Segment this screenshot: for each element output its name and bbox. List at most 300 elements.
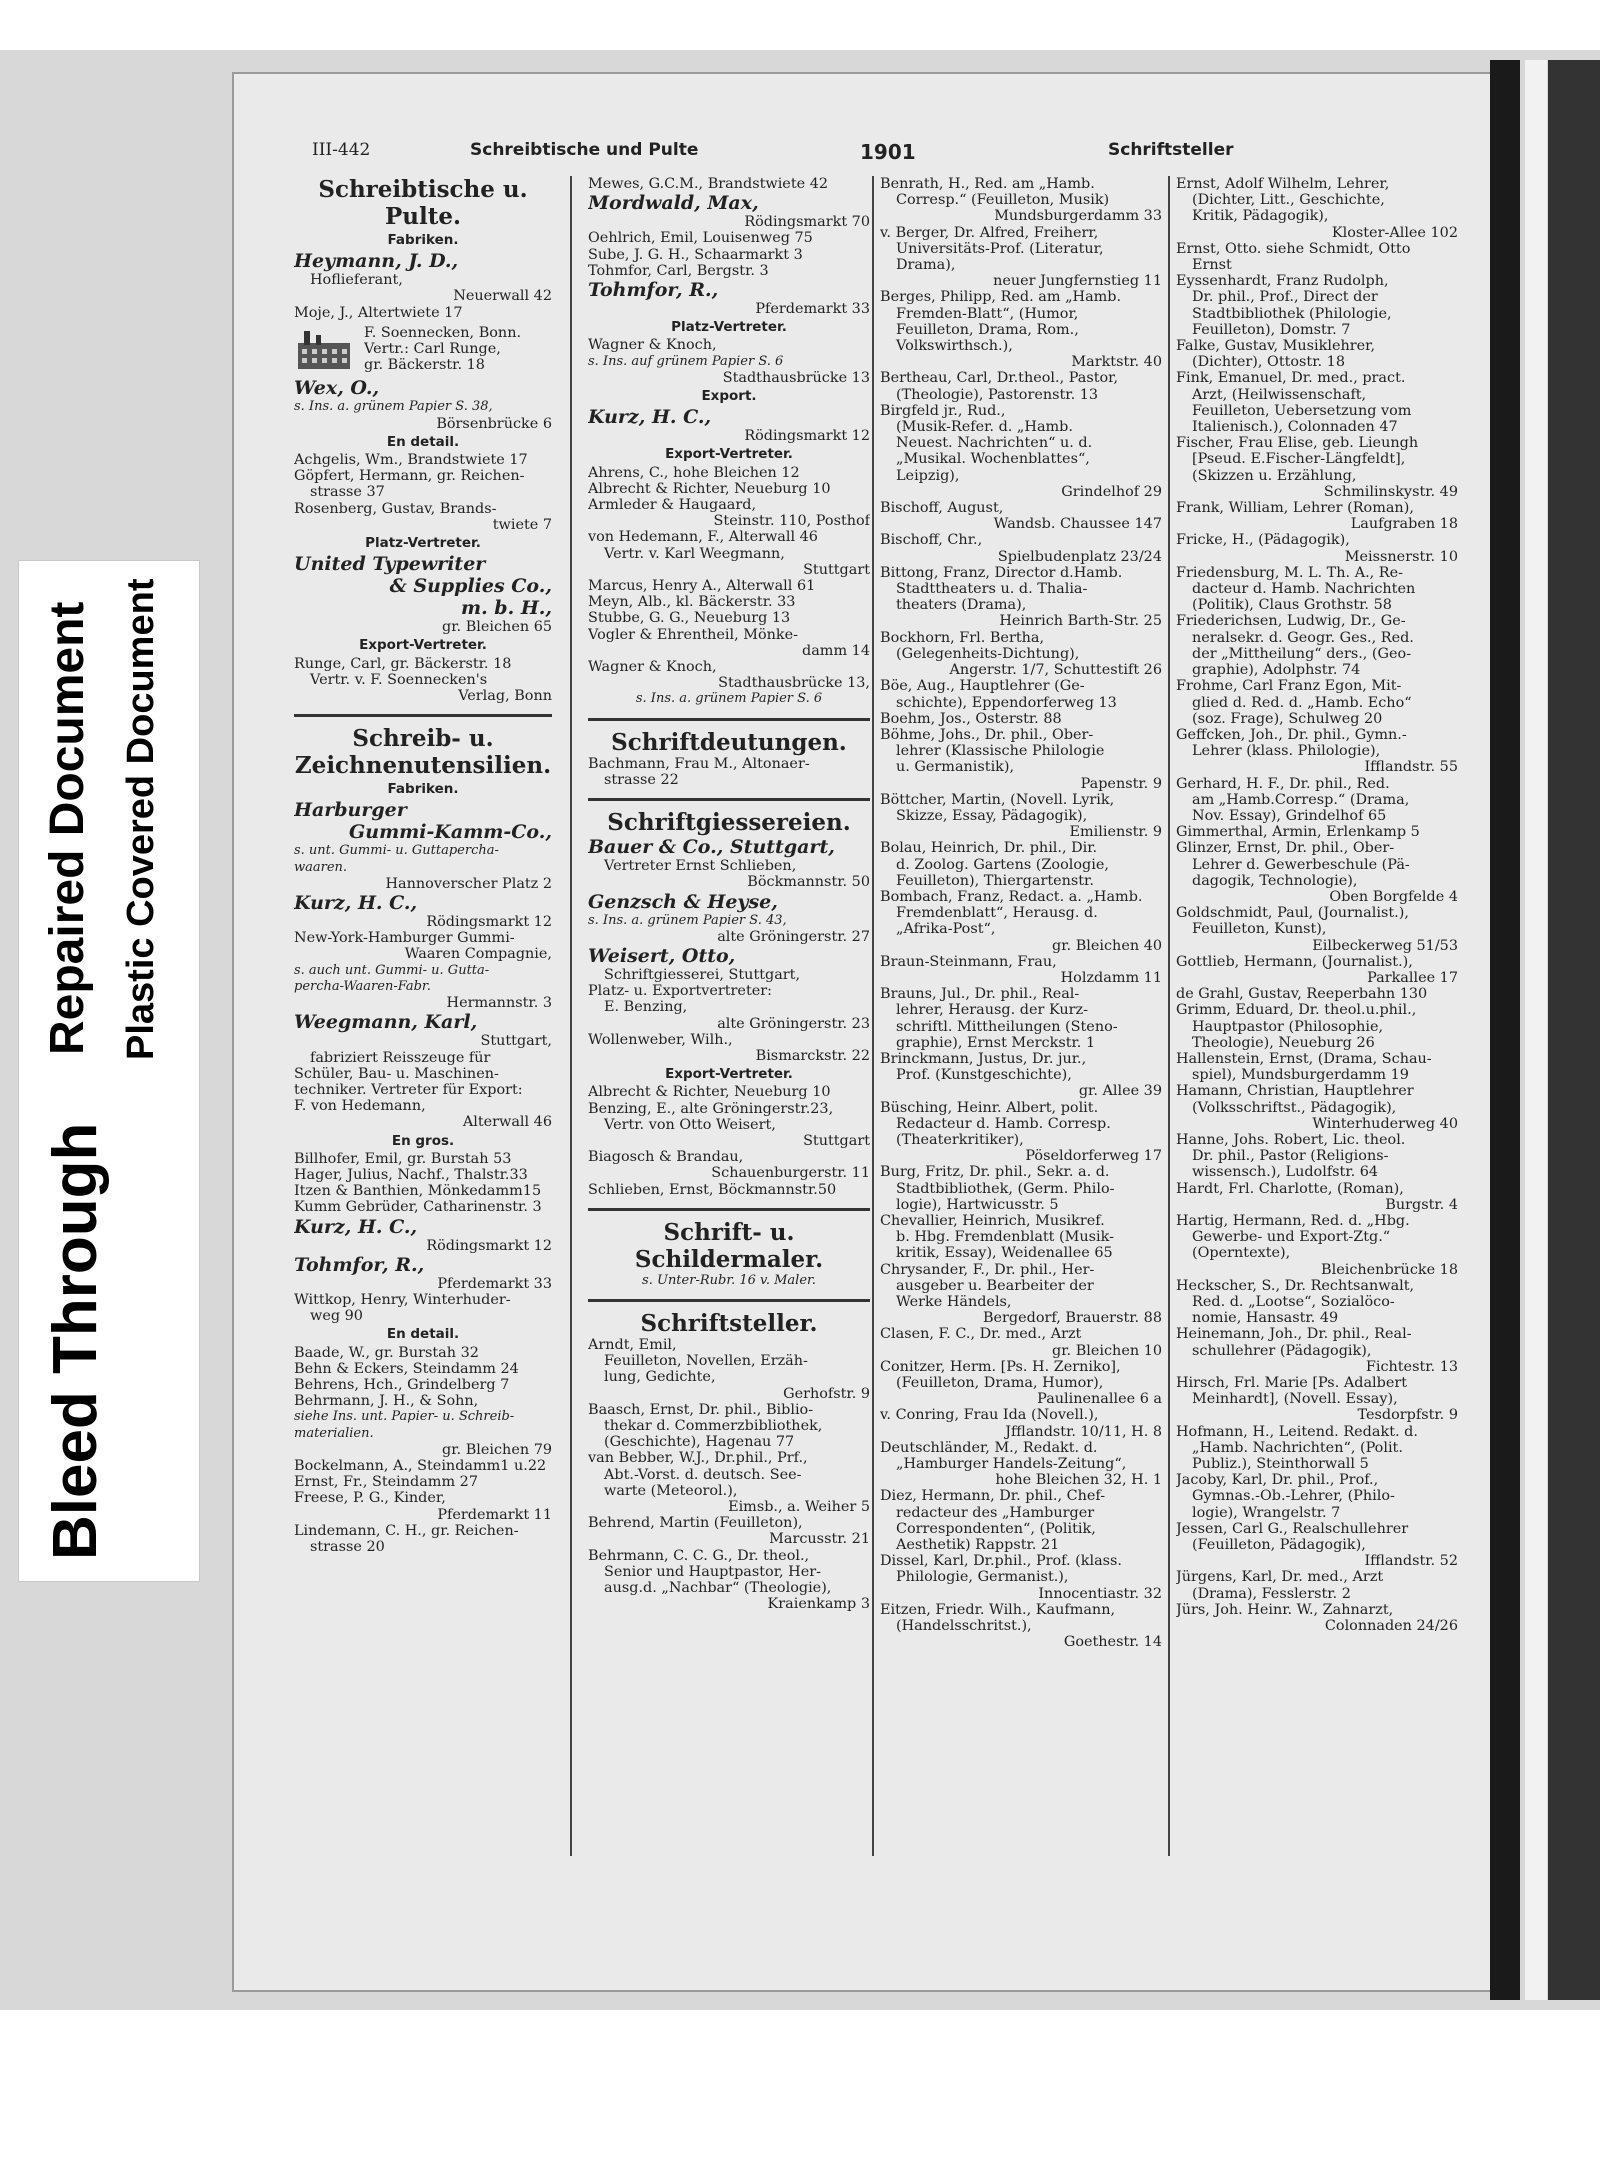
entry-line: Gewerbe- und Export-Ztg.“ — [1192, 1229, 1391, 1246]
entry-line: dacteur d. Hamb. Nachrichten — [1192, 581, 1416, 598]
firm-name: Kurz, H. C., — [588, 406, 712, 429]
entry-line: Ifflandstr. 55 — [1364, 759, 1458, 776]
subsection-heading: Fabriken. — [387, 232, 459, 248]
entry-line: Steinstr. 110, Posthof — [713, 513, 870, 530]
entry-line: Papenstr. 9 — [1080, 775, 1162, 792]
entry-line: Fichtestr. 13 — [1365, 1358, 1458, 1375]
entry-line: Friedensburg, M. L. Th. A., Re- — [1176, 564, 1404, 581]
entry-line: Heinrich Barth-Str. 25 — [999, 613, 1162, 630]
entry-line: Wandsb. Chaussee 147 — [993, 516, 1162, 533]
subsection-heading: Platz-Vertreter. — [365, 535, 481, 552]
entry-line: Verlag, Bonn — [458, 688, 552, 705]
entry-line: Hager, Julius, Nachf., Thalstr.33 — [294, 1166, 528, 1183]
column-4 — [1176, 176, 1458, 1634]
entry-line: nomie, Hansastr. 49 — [1192, 1310, 1339, 1327]
firm-name: Weegmann, Karl, — [294, 1011, 478, 1034]
entry-line: (Theaterkritiker), — [896, 1131, 1024, 1148]
entry-line: Feuilleton, Uebersetzung vom — [1192, 402, 1412, 419]
section-rule — [588, 798, 870, 801]
subsection-heading: En detail. — [386, 433, 460, 450]
entry-line: d. Zoolog. Gartens (Zoologie, — [896, 856, 1109, 873]
firm-name: Wex, O., — [294, 377, 380, 400]
entry-line: graphie), Adolphstr. 74 — [1192, 662, 1361, 679]
entry-line: b. Hbg. Fremdenblatt (Musik- — [896, 1229, 1114, 1246]
entry-line: Burg, Fritz, Dr. phil., Sekr. a. d. — [880, 1164, 1110, 1181]
column-divider — [570, 176, 572, 1856]
entry-line: (Operntexte), — [1192, 1245, 1291, 1262]
entry-line: Baade, W., gr. Burstah 32 — [294, 1344, 479, 1361]
reference-note: s. Unter-Rubr. 16 v. Maler. — [642, 1272, 816, 1288]
entry-line: Böttcher, Martin, (Novell. Lyrik, — [880, 791, 1115, 808]
entry-line: Nov. Essay), Grindelhof 65 — [1192, 807, 1387, 824]
entry-line: gr. Bleichen 79 — [442, 1441, 552, 1458]
entry-line: de Grahl, Gustav, Reeperbahn 130 — [1176, 986, 1428, 1003]
entry-line: Behrmann, J. H., & Sohn, — [294, 1393, 479, 1410]
entry-line: Pferdemarkt 33 — [755, 301, 870, 318]
entry-line: Stadtbibliothek (Philologie, — [1192, 305, 1392, 322]
entry-line: Böckmannstr. 50 — [747, 874, 870, 891]
entry-line: von Hedemann, F., Alterwall 46 — [588, 529, 818, 546]
entry-line: Behrmann, C. C. G., Dr. theol., — [588, 1547, 810, 1564]
entry-line: Pöseldorferweg 17 — [1025, 1148, 1162, 1165]
entry-line: Volkswirthsch.), — [896, 338, 1013, 355]
subsection-heading: Export-Vertreter. — [665, 1066, 793, 1083]
advert-line: F. Soennecken, Bonn. — [364, 324, 522, 341]
entry-line: Vertr. von Otto Weisert, — [604, 1116, 776, 1133]
entry-line: lung, Gedichte, — [604, 1369, 716, 1386]
entry-line: Frank, William, Lehrer (Roman), — [1176, 500, 1414, 517]
reference-note: percha-Waaren-Fabr. — [294, 978, 431, 994]
bleed-through-label: Bleed Through — [41, 1122, 110, 1560]
subsection-heading: Export-Vertreter. — [359, 637, 487, 654]
entry-line: (Skizzen u. Erzählung, — [1192, 467, 1357, 484]
entry-line: Hirsch, Frl. Marie [Ps. Adalbert — [1176, 1375, 1408, 1392]
entry-line: Ernst, Otto. siehe Schmidt, Otto — [1176, 240, 1411, 257]
entry-line: Brinckmann, Justus, Dr. jur., — [880, 1050, 1087, 1067]
entry-line: Feuilleton, Novellen, Erzäh- — [604, 1353, 808, 1370]
entry-line: Hardt, Frl. Charlotte, (Roman), — [1176, 1180, 1404, 1197]
entry-line: Feuilleton), Domstr. 7 — [1192, 321, 1351, 338]
entry-line: Albrecht & Richter, Neueburg 10 — [588, 480, 831, 497]
entry-line: Abt.-Vorst. d. deutsch. See- — [604, 1466, 802, 1483]
entry-line: hohe Bleichen 32, H. 1 — [995, 1472, 1162, 1489]
entry-line: Sube, J. G. H., Schaarmarkt 3 — [588, 246, 803, 263]
binding-gap — [1525, 60, 1547, 2000]
entry-line: Red. d. „Lootse“, Sozialöco- — [1192, 1294, 1395, 1311]
entry-line: Eilbeckerweg 51/53 — [1312, 937, 1458, 954]
entry-line: schichte), Eppendorferweg 13 — [896, 694, 1117, 711]
entry-line: Winterhuderweg 40 — [1312, 1115, 1458, 1132]
entry-line: alte Gröningerstr. 27 — [717, 928, 870, 945]
entry-line: Benzing, E., alte Gröningerstr.23, — [588, 1100, 834, 1117]
entry-line: strasse 20 — [310, 1538, 385, 1555]
entry-line: Böe, Aug., Hauptlehrer (Ge- — [880, 678, 1085, 695]
entry-line: Hanne, Johs. Robert, Lic. theol. — [1176, 1131, 1406, 1148]
entry-line: Bockelmann, A., Steindamm1 u.22 — [294, 1457, 547, 1474]
entry-line: Theologie), Neueburg 26 — [1192, 1034, 1375, 1051]
entry-line: Runge, Carl, gr. Bäckerstr. 18 — [294, 655, 512, 672]
entry-line: Parkallee 17 — [1367, 969, 1458, 986]
entry-line: Bleichenbrücke 18 — [1321, 1261, 1458, 1278]
entry-line: Bischoff, August, — [880, 500, 1004, 517]
entry-line: Meinhardt], (Novell. Essay), — [1192, 1391, 1398, 1408]
entry-line: Jürs, Joh. Heinr. W., Zahnarzt, — [1176, 1601, 1394, 1618]
firm-name: Gummi-Kamm-Co., — [349, 821, 552, 844]
entry-line: v. Conring, Frau Ida (Novell.), — [880, 1407, 1099, 1424]
entry-line: u. Germanistik), — [896, 759, 1015, 776]
entry-line: Goethestr. 14 — [1063, 1634, 1162, 1651]
entry-line: Mundsburgerdamm 33 — [994, 208, 1162, 225]
entry-line: Brauns, Jul., Dr. phil., Real- — [880, 986, 1080, 1003]
entry-line: Fricke, H., (Pädagogik), — [1176, 532, 1350, 549]
entry-line: Deutschländer, M., Redakt. d. — [880, 1439, 1098, 1456]
entry-line: Hallenstein, Ernst, (Drama, Schau- — [1176, 1050, 1432, 1067]
entry-line: techniker. Vertreter für Export: — [294, 1081, 523, 1098]
firm-name: m. b. H., — [460, 597, 552, 620]
column-3 — [880, 176, 1162, 1650]
entry-line: Marcus, Henry A., Alterwall 61 — [588, 578, 816, 595]
entry-line: Fremden-Blatt“, (Humor, — [896, 305, 1079, 322]
entry-line: Heckscher, S., Dr. Rechtsanwalt, — [1176, 1277, 1415, 1294]
entry-line: (Dichter), Ottostr. 18 — [1192, 354, 1345, 371]
entry-line: schriftl. Mittheilungen (Steno- — [896, 1018, 1118, 1035]
entry-line: gr. Bleichen 40 — [1052, 937, 1162, 954]
reference-note: s. Ins. a. grünem Papier S. 38, — [294, 399, 493, 415]
section-heading: Schriftdeutungen. — [611, 728, 847, 756]
entry-line: Laufgraben 18 — [1350, 516, 1458, 533]
entry-line: E. Benzing, — [604, 999, 688, 1016]
entry-line: Böhme, Johs., Dr. phil., Ober- — [880, 726, 1094, 743]
entry-line: Stadtbibliothek, (Germ. Philo- — [896, 1180, 1115, 1197]
entry-line: New-York-Hamburger Gummi- — [294, 930, 515, 947]
entry-line: Skizze, Essay, Pädagogik), — [896, 807, 1088, 824]
reference-note: s. unt. Gummi- u. Guttapercha- — [294, 843, 499, 859]
entry-line: neuer Jungfernstieg 11 — [993, 273, 1162, 290]
entry-line: Italienisch.), Colonnaden 47 — [1192, 419, 1398, 436]
entry-line: Stuttgart — [803, 1132, 870, 1149]
entry-line: wissensch.), Ludolfstr. 64 — [1192, 1164, 1379, 1181]
advert-line: gr. Bäckerstr. 18 — [364, 357, 485, 374]
entry-line: Chevallier, Heinrich, Musikref. — [880, 1213, 1105, 1229]
entry-line: Ifflandstr. 52 — [1364, 1553, 1458, 1570]
entry-line: Gymnas.-Ob.-Lehrer, (Philo- — [1192, 1488, 1395, 1505]
entry-line: spiel), Mundsburgerdamm 19 — [1192, 1067, 1409, 1084]
reference-note: s. Ins. a. grünem Papier S. 43, — [588, 912, 787, 928]
entry-line: Fremdenblatt“, Herausg. d. — [896, 905, 1098, 922]
entry-line: Neuerwall 42 — [453, 288, 552, 305]
entry-line: Bittong, Franz, Director d.Hamb. — [880, 564, 1123, 581]
entry-line: [Pseud. E.Fischer-Längfeldt], — [1192, 451, 1406, 468]
reference-note: s. Ins. auf grünem Papier S. 6 — [588, 353, 784, 369]
entry-line: Rosenberg, Gustav, Brands- — [294, 500, 497, 517]
entry-line: Kumm Gebrüder, Catharinenstr. 3 — [294, 1199, 542, 1216]
entry-line: Wagner & Knoch, — [588, 337, 717, 354]
entry-line: Glinzer, Ernst, Dr. phil., Ober- — [1176, 840, 1395, 857]
reference-note: waaren. — [294, 859, 348, 875]
entry-line: Fink, Emanuel, Dr. med., pract. — [1176, 370, 1406, 387]
subsection-heading: En gros. — [391, 1132, 455, 1149]
entry-line: Moje, J., Altertwiete 17 — [294, 304, 463, 321]
entry-line: Birgfeld jr., Rud., — [880, 402, 1006, 419]
column-1 — [294, 176, 552, 1555]
entry-line: Bismarckstr. 22 — [755, 1047, 870, 1064]
advert-line: Vertr.: Carl Runge, — [364, 341, 501, 358]
entry-line: Achgelis, Wm., Brandstwiete 17 — [294, 452, 528, 469]
entry-line: Vertreter Ernst Schlieben, — [604, 858, 797, 875]
reference-note: siehe Ins. unt. Papier- u. Schreib- — [294, 1409, 515, 1425]
entry-line: ausgeber u. Bearbeiter der — [896, 1277, 1094, 1294]
section-heading: Zeichnenutensilien. — [294, 752, 552, 780]
entry-line: Colonnaden 24/26 — [1324, 1618, 1458, 1635]
entry-line: Dissel, Karl, Dr.phil., Prof. (klass. — [880, 1553, 1123, 1570]
entry-line: Redacteur d. Hamb. Corresp. — [896, 1115, 1111, 1132]
entry-line: Jessen, Carl G., Realschullehrer — [1176, 1520, 1409, 1537]
entry-line: Lehrer d. Gewerbeschule (Pä- — [1192, 856, 1410, 873]
header-year: 1901 — [860, 140, 916, 164]
section-rule — [588, 1208, 870, 1211]
entry-line: Biagosch & Brandau, — [588, 1149, 744, 1166]
entry-line: (Gelegenheits-Dichtung), — [896, 645, 1080, 662]
entry-line: (Handelsschritst.), — [896, 1618, 1032, 1635]
entry-line: glied d. Red. d. „Hamb. Echo“ — [1192, 694, 1412, 711]
column-divider — [872, 176, 874, 1856]
entry-line: Senior und Hauptpastor, Her- — [604, 1563, 821, 1580]
entry-line: Chrysander, F., Dr. phil., Her- — [880, 1261, 1095, 1278]
entry-line: Angerstr. 1/7, Schuttestift 26 — [949, 662, 1162, 679]
entry-line: F. von Hedemann, — [294, 1098, 426, 1115]
entry-line: Eitzen, Friedr. Wilh., Kaufmann, — [880, 1601, 1116, 1618]
entry-line: Marktstr. 40 — [1071, 354, 1162, 371]
entry-line: Correspondenten“, (Politik, — [896, 1520, 1096, 1537]
entry-line: Friederichsen, Ludwig, Dr., Ge- — [1176, 613, 1406, 630]
entry-line: Fischer, Frau Elise, geb. Lieungh — [1176, 435, 1419, 452]
entry-line: Publiz.), Steinthorwall 5 — [1192, 1456, 1369, 1473]
entry-line: twiete 7 — [492, 516, 552, 533]
entry-line: Universitäts-Prof. (Literatur, — [896, 240, 1104, 257]
entry-line: Rödingsmarkt 12 — [744, 428, 870, 445]
firm-name: United Typewriter — [294, 553, 486, 576]
entry-line: Feuilleton, Kunst), — [1192, 921, 1327, 938]
binding-shadow — [1490, 60, 1520, 2000]
entry-line: Stadthausbrücke 13 — [722, 369, 870, 386]
entry-line: lehrer (Klassische Philologie — [896, 743, 1105, 760]
entry-line: Wittkop, Henry, Winterhuder- — [294, 1291, 511, 1308]
entry-line: Armleder & Haugaard, — [588, 497, 757, 514]
entry-line: Feuilleton, Drama, Rom., — [896, 321, 1079, 338]
subsection-heading: Platz-Vertreter. — [671, 319, 787, 336]
firm-name: Mordwald, Max, — [588, 192, 759, 215]
entry-line: Albrecht & Richter, Neueburg 10 — [588, 1084, 831, 1101]
entry-line: Prof. (Kunstgeschichte), — [896, 1067, 1072, 1084]
reference-note: s. auch unt. Gummi- u. Gutta- — [294, 962, 490, 978]
page-number: III-442 — [312, 140, 371, 160]
entry-line: Bischoff, Chr., — [880, 532, 983, 549]
entry-line: Ernst — [1192, 257, 1232, 274]
entry-line: (Dichter, Litt., Geschichte, — [1192, 192, 1385, 209]
entry-line: kritik, Essay), Weidenallee 65 — [896, 1245, 1113, 1262]
entry-line: Spielbudenplatz 23/24 — [997, 548, 1162, 565]
column-2 — [588, 176, 870, 1612]
header-right-title: Schriftsteller — [1108, 140, 1234, 160]
entry-line: Rödingsmarkt 12 — [426, 914, 552, 931]
entry-line: (Politik), Claus Grothstr. 58 — [1192, 597, 1392, 614]
entry-line: Hoflieferant, — [310, 272, 403, 289]
entry-line: Itzen & Banthien, Mönkedamm15 — [294, 1183, 542, 1200]
entry-line: weg 90 — [310, 1308, 363, 1325]
entry-line: Börsenbrücke 6 — [436, 415, 552, 432]
entry-line: Conitzer, Herm. [Ps. H. Zerniko], — [880, 1358, 1121, 1375]
entry-line: Ahrens, C., hohe Bleichen 12 — [588, 464, 800, 481]
entry-line: Vertr. v. Karl Weegmann, — [604, 545, 785, 562]
entry-line: Wollenweber, Wilh., — [588, 1031, 733, 1048]
entry-line: Meyn, Alb., kl. Bäckerstr. 33 — [588, 594, 796, 611]
entry-line: Aesthetik) Rappstr. 21 — [896, 1537, 1060, 1554]
entry-line: damm 14 — [802, 642, 870, 659]
entry-line: Arzt, (Heilwissenschaft, — [1192, 386, 1367, 403]
subsection-heading: En detail. — [386, 1326, 460, 1343]
entry-line: strasse 37 — [310, 484, 385, 501]
entry-line: „Hamb. Nachrichten“, (Polit. — [1192, 1439, 1403, 1456]
entry-line: Billhofer, Emil, gr. Burstah 53 — [294, 1150, 512, 1167]
entry-line: schullehrer (Pädagogik), — [1192, 1342, 1372, 1359]
entry-line: Burgstr. 4 — [1385, 1196, 1458, 1213]
entry-line: fabriziert Reisszeuge für — [310, 1049, 491, 1066]
entry-line: Dr. phil., Pastor (Religions- — [1192, 1148, 1389, 1165]
entry-line: Schlieben, Ernst, Böckmannstr.50 — [588, 1181, 837, 1198]
section-heading: Schildermaler. — [634, 1245, 824, 1273]
entry-line: gr. Allee 39 — [1078, 1083, 1162, 1100]
entry-line: „Musikal. Wochenblattes“, — [896, 451, 1090, 468]
entry-line: Benrath, H., Red. am „Hamb. — [880, 176, 1095, 192]
entry-line: Jacoby, Karl, Dr. phil., Prof., — [1176, 1472, 1379, 1489]
firm-name: Tohmfor, R., — [588, 279, 719, 302]
entry-line: Gerhard, H. F., Dr. phil., Red. — [1176, 775, 1390, 792]
entry-line: Stadttheaters u. d. Thalia- — [896, 581, 1088, 598]
entry-line: Eimsb., a. Weiher 5 — [728, 1498, 870, 1515]
subsection-heading: Export-Vertreter. — [665, 446, 793, 463]
entry-line: Wagner & Knoch, — [588, 659, 717, 676]
advert-logo-block — [294, 325, 552, 374]
entry-line: „Afrika-Post“, — [896, 921, 996, 938]
entry-line: Berges, Philipp, Red. am „Hamb. — [880, 289, 1122, 306]
entry-line: Dr. phil., Prof., Direct der — [1192, 289, 1378, 306]
entry-line: Gottlieb, Hermann, (Journalist.), — [1176, 953, 1413, 970]
section-heading: Schreib- u. — [352, 725, 494, 753]
entry-line: Falke, Gustav, Musiklehrer, — [1176, 338, 1376, 355]
entry-line: (Geschichte), Hagenau 77 — [604, 1434, 795, 1451]
section-heading: Pulte. — [384, 203, 462, 230]
entry-line: Grimm, Eduard, Dr. theol.u.phil., — [1176, 1002, 1417, 1019]
firm-name: Genzsch & Heyse, — [588, 890, 778, 913]
entry-line: Behn & Eckers, Steindamm 24 — [294, 1360, 519, 1377]
entry-line: (Feuilleton, Drama, Humor), — [896, 1375, 1104, 1392]
entry-line: Bergedorf, Brauerstr. 88 — [982, 1310, 1162, 1327]
entry-line: graphie), Ernst Merckstr. 1 — [896, 1034, 1096, 1051]
firm-name: Tohmfor, R., — [294, 1253, 425, 1276]
entry-line: Schüler, Bau- u. Maschinen- — [294, 1065, 499, 1082]
entry-line: Clasen, F. C., Dr. med., Arzt — [880, 1326, 1082, 1343]
entry-line: Grindelhof 29 — [1061, 483, 1162, 500]
entry-line: Ernst, Adolf Wilhelm, Lehrer, — [1176, 176, 1390, 192]
entry-line: theaters (Drama), — [896, 597, 1027, 614]
header-left-title: Schreibtische und Pulte — [470, 140, 699, 160]
entry-line: Pferdemarkt 33 — [437, 1275, 552, 1292]
entry-line: lehrer, Herausg. der Kurz- — [896, 1002, 1088, 1019]
entry-line: Geffcken, Joh., Dr. phil., Gymn.- — [1176, 726, 1407, 743]
entry-line: Vertr. v. F. Soennecken's — [310, 671, 488, 688]
entry-line: Braun-Steinmann, Frau, — [880, 953, 1057, 970]
entry-line: van Bebber, W.J., Dr.phil., Prf., — [588, 1450, 808, 1467]
entry-line: ausg.d. „Nachbar“ (Theologie), — [604, 1580, 832, 1596]
section-rule — [588, 718, 870, 721]
entry-line: am „Hamb.Corresp.“ (Drama, — [1192, 791, 1410, 808]
entry-line: Stadthausbrücke 13, — [718, 675, 870, 692]
entry-line: Werke Händels, — [896, 1294, 1012, 1311]
column-divider — [1168, 176, 1170, 1856]
entry-line: (Musik-Refer. d. „Hamb. — [896, 419, 1073, 436]
entry-line: Kraienkamp 3 — [767, 1596, 870, 1613]
section-heading: Schriftsteller. — [640, 1309, 818, 1337]
entry-line: alte Gröningerstr. 23 — [717, 1015, 870, 1032]
entry-line: Pferdemarkt 11 — [437, 1506, 552, 1523]
entry-line: Büsching, Heinr. Albert, polit. — [880, 1099, 1099, 1116]
entry-line: Goldschmidt, Paul, (Journalist.), — [1176, 905, 1409, 922]
advert-logo-text — [364, 325, 521, 374]
entry-line: Jürgens, Karl, Dr. med., Arzt — [1176, 1569, 1384, 1586]
entry-line: Meissnerstr. 10 — [1344, 548, 1458, 565]
entry-line: Hannoverscher Platz 2 — [385, 875, 552, 892]
entry-line: neralsekr. d. Geogr. Ges., Red. — [1192, 629, 1414, 646]
entry-line: Rödingsmarkt 12 — [426, 1237, 552, 1254]
entry-line: logie), Wrangelstr. 7 — [1192, 1504, 1341, 1521]
entry-line: Gerhofstr. 9 — [783, 1385, 870, 1402]
entry-line: Behrend, Martin (Feuilleton), — [588, 1515, 803, 1532]
firm-name: Heymann, J. D., — [294, 250, 459, 273]
entry-line: Mewes, G.C.M., Brandstwiete 42 — [588, 176, 829, 192]
entry-line: Behrens, Hch., Grindelberg 7 — [294, 1376, 510, 1393]
entry-line: Vogler & Ehrentheil, Mönke- — [588, 626, 799, 643]
entry-line: Innocentiastr. 32 — [1038, 1585, 1162, 1602]
page-header — [312, 140, 1472, 170]
entry-line: Drama), — [896, 257, 956, 274]
entry-line: Jfflandstr. 10/11, H. 8 — [1005, 1423, 1162, 1440]
entry-line: Feuilleton), Thiergartenstr. — [896, 872, 1094, 889]
firm-name: Kurz, H. C., — [294, 1215, 418, 1238]
entry-line: Lindemann, C. H., gr. Reichen- — [294, 1522, 519, 1539]
entry-line: Tohmfor, Carl, Bergstr. 3 — [588, 262, 769, 279]
entry-line: Oben Borgfelde 4 — [1329, 888, 1458, 905]
entry-line: Frohme, Carl Franz Egon, Mit- — [1176, 678, 1402, 695]
entry-line: Philologie, Germanist.), — [896, 1569, 1069, 1586]
entry-line: Neuest. Nachrichten“ u. d. — [896, 435, 1093, 452]
entry-line: Platz- u. Exportvertreter: — [588, 983, 772, 1000]
entry-line: (Drama), Fesslerstr. 2 — [1192, 1585, 1351, 1602]
firm-name: Kurz, H. C., — [294, 892, 418, 915]
entry-line: Paulinenallee 6 a — [1037, 1391, 1162, 1408]
entry-line: Schmilinskystr. 49 — [1323, 483, 1458, 500]
reference-note: s. Ins. a. grünem Papier S. 6 — [635, 691, 823, 707]
section-heading: Schriftgiessereien. — [607, 809, 851, 837]
entry-line: (Volksschriftst., Pädagogik), — [1192, 1099, 1397, 1116]
firm-name: Weisert, Otto, — [588, 944, 736, 967]
repaired-document-label: Repaired Document — [41, 601, 94, 1055]
entry-line: Stubbe, G. G., Neueburg 13 — [588, 610, 791, 627]
entry-line: Arndt, Emil, — [588, 1336, 677, 1353]
entry-line: (Theologie), Pastorenstr. 13 — [896, 386, 1099, 403]
firm-name: Bauer & Co., Stuttgart, — [588, 836, 835, 859]
entry-line: Kritik, Pädagogik), — [1192, 208, 1329, 225]
entry-line: Stuttgart, — [480, 1033, 552, 1050]
